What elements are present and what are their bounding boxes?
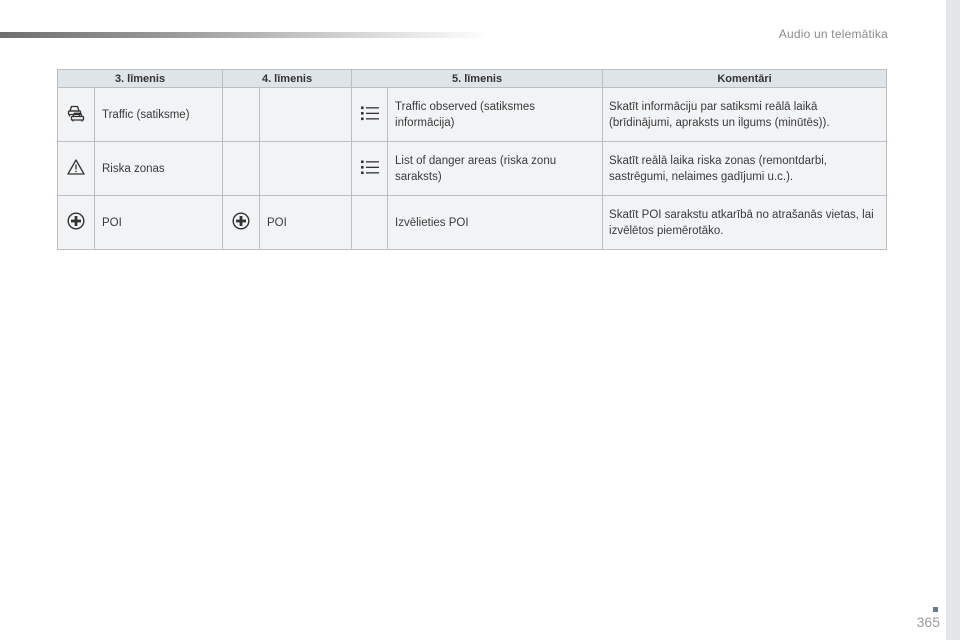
level4-label bbox=[260, 88, 352, 142]
level5-icon-cell bbox=[352, 142, 388, 196]
level5-label: Traffic observed (satiksmes informācija) bbox=[388, 88, 603, 142]
level4-icon-cell bbox=[223, 88, 260, 142]
column-header-level3: 3. līmenis bbox=[58, 70, 223, 88]
traffic-cars-icon bbox=[65, 104, 87, 125]
level4-label: POI bbox=[260, 196, 352, 250]
level5-icon-cell bbox=[352, 88, 388, 142]
list-icon bbox=[361, 160, 379, 178]
poi-plus-icon bbox=[67, 212, 85, 233]
header-gradient-bar bbox=[0, 32, 490, 38]
level4-icon-cell bbox=[223, 142, 260, 196]
comment-text: Skatīt POI sarakstu atkarībā no atrašanās vietas, lai izvēlētos piemērotāko. bbox=[603, 196, 887, 250]
level3-icon-cell bbox=[58, 142, 95, 196]
comment-text: Skatīt reālā laika riska zonas (remontdarbi, sastrēgumi, nelaimes gadījumi u.c.). bbox=[603, 142, 887, 196]
table-row bbox=[58, 196, 887, 250]
level5-label: List of danger areas (riska zonu saraksts) bbox=[388, 142, 603, 196]
column-header-comments: Komentāri bbox=[603, 70, 887, 88]
level3-label: POI bbox=[95, 196, 223, 250]
page-edge-strip bbox=[946, 0, 960, 640]
table-row bbox=[58, 142, 887, 196]
column-header-level5: 5. līmenis bbox=[352, 70, 603, 88]
page-number: 365 bbox=[916, 614, 940, 630]
level4-label bbox=[260, 142, 352, 196]
table-header-row bbox=[58, 70, 887, 88]
warning-triangle-icon bbox=[67, 159, 85, 178]
list-icon bbox=[361, 106, 379, 124]
level5-label: Izvēlieties POI bbox=[388, 196, 603, 250]
page-marker bbox=[933, 607, 938, 612]
level5-icon-cell bbox=[352, 196, 388, 250]
comment-text: Skatīt informāciju par satiksmi reālā laikā (brīdinājumi, apraksts un ilgums (minūtēs)). bbox=[603, 88, 887, 142]
section-title: Audio un telemātika bbox=[778, 27, 888, 41]
table-row bbox=[58, 88, 887, 142]
level3-label: Riska zonas bbox=[95, 142, 223, 196]
column-header-level4: 4. līmenis bbox=[223, 70, 352, 88]
menu-levels-table bbox=[57, 69, 887, 250]
level3-icon-cell bbox=[58, 196, 95, 250]
poi-plus-icon bbox=[232, 212, 250, 233]
level4-icon-cell bbox=[223, 196, 260, 250]
level3-label: Traffic (satiksme) bbox=[95, 88, 223, 142]
level3-icon-cell bbox=[58, 88, 95, 142]
